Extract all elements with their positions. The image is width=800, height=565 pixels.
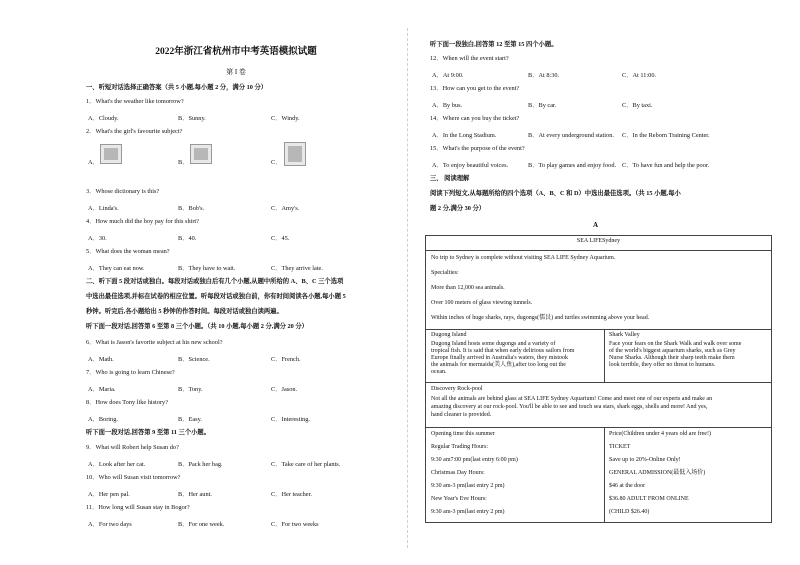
question-13: 13．How can you get to the event? xyxy=(430,85,520,92)
question-14: 14．Where can you buy the ticket? xyxy=(430,115,520,122)
q2-image-c xyxy=(284,142,306,166)
dugong-title: Dugong Island xyxy=(431,332,467,338)
q15-option-b: B．To play games and enjoy food. xyxy=(528,162,617,169)
question-7: 7．Who is going to learn Chinese? xyxy=(86,369,175,376)
q13-option-b: B．By car. xyxy=(528,102,557,109)
section-2-line-1: 二、听下面 5 段对话或独白。每段对话或独白后有几个小题,从题中所给的 A、B、C 三个选项 xyxy=(86,278,344,285)
discovery-line-1: Not all the animals are behind glass at SEA LIFE Sydney Aquarium! Come and meet one of our experts and make an xyxy=(431,396,713,402)
price-row: Price(Children under 4 years old are free!) xyxy=(609,431,711,437)
dugong-line-3: Europe finally arrived in Australia's waters, they mistook xyxy=(431,355,569,361)
price-row: (CHILD $26.40) xyxy=(609,509,650,515)
dugong-line-1: Dugong Island hosts some dugongs and a variety of xyxy=(431,341,556,347)
q11-option-b: B．For one week. xyxy=(178,521,225,528)
part-12-instruction: 听下面一段独白,回答第 12 至第 15 四个小题。 xyxy=(430,41,558,48)
dugong-line-2: tropical fish. It is said that when early delirious sailors from xyxy=(431,348,575,354)
q14-option-c: C．In the Reborn Training Center. xyxy=(622,132,710,139)
q10-option-b: B．Her aunt. xyxy=(178,491,212,498)
q3-option-a: A．Linda's. xyxy=(88,205,119,212)
q10-option-c: C．Her teacher. xyxy=(271,491,312,498)
q9-option-b: B．Pack her bag. xyxy=(178,461,223,468)
shark-line-4: look terrible, they offer no threat to humans. xyxy=(609,362,716,368)
discovery-line-2: amazing discovery at our rock-pool. You'll be able to see and touch sea stars, shark eggs, shells and more! And yes, xyxy=(431,404,708,410)
question-5: 5．What does the woman mean? xyxy=(86,248,170,255)
shark-line-2: of the world's biggest aquarium sharks, such as Grey xyxy=(609,348,736,354)
passage-label: A xyxy=(593,221,599,229)
sea-life-table xyxy=(425,235,772,523)
q2-image-a xyxy=(100,144,122,164)
question-2: 2．What's the girl's favourite subject? xyxy=(86,128,183,135)
q3-option-b: B．Bob's. xyxy=(178,205,205,212)
q6-option-c: C．French. xyxy=(271,356,301,363)
q4-option-c: C．45. xyxy=(271,235,290,242)
table-heading: SEA LIFESydney xyxy=(576,238,621,244)
q5-option-a: A．They can eat now. xyxy=(88,265,145,272)
section-2-line-2: 中选出最佳选项,并标在试卷的相应位置。听每段对话或独白前，你有时间阅读各小题,每小题 5 xyxy=(86,293,346,300)
q10-option-a: A．Her pen pal. xyxy=(88,491,130,498)
intro-line-5: Within inches of huge sharks, rays, dugongs(儒艮) and turtles swimming above your head. xyxy=(431,315,650,321)
time-row: 9:30 am-3 pm(last entry 2 pm) xyxy=(431,483,505,489)
q11-option-c: C．For two weeks xyxy=(271,521,319,528)
price-row: TICKET xyxy=(609,444,631,450)
section-3-heading: 三、 阅读理解 xyxy=(430,175,470,182)
q7-option-c: C．Jason. xyxy=(271,386,298,393)
intro-line-3: More than 12,000 sea animals. xyxy=(431,285,505,291)
time-row: Opening time this summer xyxy=(431,431,495,437)
q4-option-a: A．30. xyxy=(88,235,107,242)
dugong-line-5: ocean. xyxy=(431,369,447,375)
q9-option-a: A．Look after her cat. xyxy=(88,461,146,468)
dugong-line-4: the animals for mermaids(美人鱼),after too long out the xyxy=(431,362,566,368)
q1-option-a: A．Cloudy. xyxy=(88,115,119,122)
time-row: 9:30 am-3 pm(last entry 2 pm) xyxy=(431,509,505,515)
column-divider xyxy=(407,28,408,548)
question-11: 11．How long will Susan stay in Bogor? xyxy=(86,504,190,511)
q6-option-a: A．Math. xyxy=(88,356,114,363)
intro-line-1: No trip to Sydney is complete without visiting SEA LIFE Sydney Aquarium. xyxy=(431,255,616,261)
question-4: 4．How much did the boy pay for this shirt? xyxy=(86,218,199,225)
q8-option-c: C．Interesting. xyxy=(271,416,310,423)
q15-option-a: A．To enjoy beautiful voices. xyxy=(432,162,509,169)
q14-option-b: B．At every underground station. xyxy=(528,132,614,139)
time-row: Christmas Day Hours: xyxy=(431,470,485,476)
q11-option-a: A．For two days xyxy=(88,521,132,528)
time-row: Regular Trading Hours: xyxy=(431,444,488,450)
question-15: 15．What's the purpose of the event? xyxy=(430,145,525,152)
section-3-instruction-2: 题 2 分,满分 30 分） xyxy=(430,205,486,212)
q13-option-a: A．By bus. xyxy=(432,102,463,109)
discovery-title: Discovery Rock-pool xyxy=(431,386,483,392)
exam-title: 2022年浙江省杭州市中考英语模拟试题 xyxy=(155,47,317,57)
question-9: 9．What will Robert help Susan do? xyxy=(86,444,179,451)
shark-title: Shark Valley xyxy=(609,332,640,338)
q4-option-b: B．40. xyxy=(178,235,197,242)
q5-option-c: C．They arrive late. xyxy=(271,265,323,272)
q8-option-b: B．Easy. xyxy=(178,416,202,423)
q2-option-b: B． xyxy=(178,159,189,166)
q12-option-b: B．At 8:30. xyxy=(528,72,560,79)
price-row: $46 at the door xyxy=(609,483,646,489)
time-row: New Year's Eve Hours: xyxy=(431,496,487,502)
part-6-instruction: 听下面一段对话,回答第 6 至第 8 三个小题。（共 10 小题,每小题 2 分,满分 20 分） xyxy=(86,323,308,330)
discovery-line-3: hand cleaner is provided. xyxy=(431,412,492,418)
q12-option-a: A．At 9:00. xyxy=(432,72,464,79)
q2-option-c: C． xyxy=(271,159,282,166)
q2-option-a: A． xyxy=(88,159,99,166)
q12-option-c: C．At 11:00. xyxy=(622,72,657,79)
intro-line-4: Over 100 meters of glass viewing tunnels. xyxy=(431,300,533,306)
time-row: 9:30 am7:00 pm(last entry 6:00 pm) xyxy=(431,457,518,463)
volume-label: 第 I 卷 xyxy=(226,68,246,76)
price-row: $36.80 ADULT FROM ONLINE xyxy=(609,496,689,502)
q2-image-b xyxy=(190,144,212,164)
q8-option-a: A．Boring. xyxy=(88,416,118,423)
q14-option-a: A．In the Long Stadium. xyxy=(432,132,497,139)
q13-option-c: C．By taxi. xyxy=(622,102,653,109)
q9-option-c: C．Take care of her plants. xyxy=(271,461,341,468)
shark-line-1: Face your fears on the Shark Walk and walk over some xyxy=(609,341,742,347)
intro-line-2: Specialties: xyxy=(431,270,459,276)
q7-option-b: B．Tony. xyxy=(178,386,203,393)
price-row: GENERAL ADMISSION(最低入场价) xyxy=(609,470,706,476)
section-3-instruction-1: 阅读下列短文,从每题所给的四个选项（A、B、C 和 D）中选出最佳选项。（共 15 小题,每小 xyxy=(430,190,681,197)
q5-option-b: B．They have to wait. xyxy=(178,265,236,272)
question-1: 1．What's the weather like tomorrow? xyxy=(86,98,184,105)
question-8: 8．How does Tony like history? xyxy=(86,399,168,406)
section-1-heading: 一、听短对话选择正确答案（共 5 小题,每小题 2 分，满分 10 分） xyxy=(86,84,268,91)
q15-option-c: C．To have fun and help the poor. xyxy=(622,162,710,169)
q1-option-c: C．Windy. xyxy=(271,115,300,122)
section-2-line-3: 秒钟。听完后,各小题给出 5 秒钟的作答时间。每段对话或独白读两遍。 xyxy=(86,308,283,315)
price-row: Save up to 20%-Online Only! xyxy=(609,457,681,463)
question-12: 12．When will the event start? xyxy=(430,55,509,62)
q1-option-b: B．Sunny. xyxy=(178,115,206,122)
question-10: 10．Who will Susan visit tomorrow? xyxy=(86,474,181,481)
shark-line-3: Nurse Sharks. Although their sharp teeth make them xyxy=(609,355,735,361)
q6-option-b: B．Science. xyxy=(178,356,210,363)
q7-option-a: A．Maria. xyxy=(88,386,116,393)
q3-option-c: C．Amy's. xyxy=(271,205,300,212)
part-9-instruction: 听下面一段对话,回答第 9 至第 11 三个小题。 xyxy=(86,429,211,436)
question-3: 3．Whose dictionary is this? xyxy=(86,188,160,195)
question-6: 6．What is Jason's favorite subject at his new school? xyxy=(86,339,223,346)
